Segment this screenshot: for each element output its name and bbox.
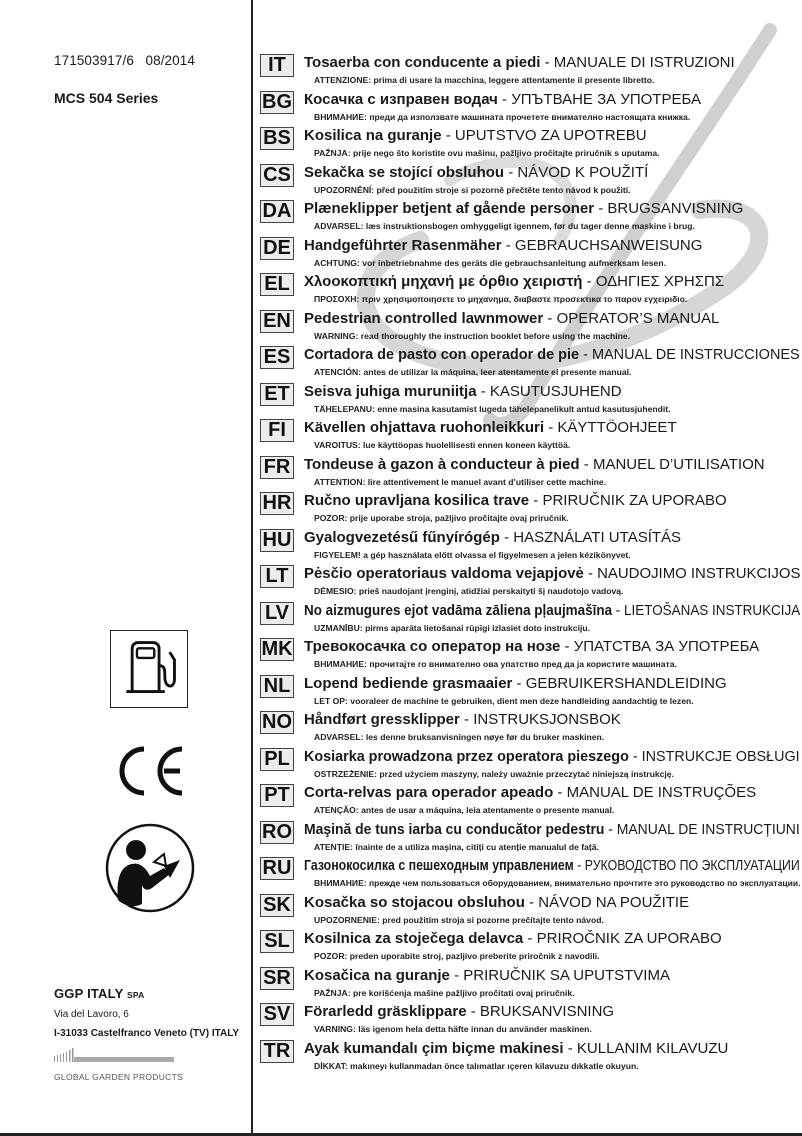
language-row-ru bbox=[260, 857, 800, 894]
title-separator: - bbox=[583, 565, 598, 582]
language-code-badge: DA bbox=[260, 200, 294, 223]
product-name: Handgeführter Rasenmäher bbox=[304, 236, 502, 254]
product-name: Tosaerba con conducente a piedi bbox=[304, 54, 541, 71]
manual-title bbox=[304, 127, 647, 145]
title-separator: - bbox=[501, 236, 515, 254]
manual-title bbox=[304, 784, 756, 802]
title-separator: - bbox=[504, 163, 518, 181]
product-name: Lopend bediende grasmaaier bbox=[304, 674, 513, 692]
manual-title bbox=[304, 894, 689, 912]
company-city: I-31033 Castelfranco Veneto (TV) ITALY bbox=[54, 1028, 240, 1039]
language-row-lv bbox=[260, 602, 800, 639]
manual-title bbox=[304, 200, 743, 218]
manual-type: OPERATOR’S MANUAL bbox=[556, 309, 720, 327]
warning-text: ACHTUNG: vor inbetriebnahme des geräts die gebrauchsanleitung aufmerksam lesen. bbox=[314, 257, 666, 268]
product-name: Kosačka so stojacou obsluhou bbox=[304, 893, 525, 911]
manual-type: MANUAL DE INSTRUÇÕES bbox=[566, 784, 757, 801]
language-code-badge: SR bbox=[260, 967, 294, 990]
title-separator: - bbox=[544, 419, 558, 436]
warning-text: DİKKAT: makıneyı kullanmadan önce talımatlar ıçeren kilavuzu dıkkatle okuyun. bbox=[314, 1060, 639, 1071]
title-separator: - bbox=[612, 601, 625, 619]
manual-title bbox=[304, 638, 759, 656]
manual-type: GEBRUIKERSHANDLEIDING bbox=[525, 674, 727, 692]
language-code-badge: NL bbox=[260, 675, 294, 698]
language-code-badge: ET bbox=[260, 383, 294, 406]
language-list bbox=[260, 54, 800, 1076]
manual-type: MANUAL DE INSTRUCȚIUNI bbox=[616, 820, 800, 838]
manual-type: ΟΔΗΓΙΕΣ ΧΡΗΣΠΣ bbox=[595, 273, 725, 290]
manual-title bbox=[304, 675, 727, 693]
warning-text: ATENCIÓN: antes de utilizar la máquina, leer atentamente el presente manual. bbox=[314, 367, 632, 377]
warning-text: OSTRZEŻENIE: przed użyciem maszyny, należy uważnie przeczytać niniejszą instrukcję. bbox=[314, 768, 674, 779]
language-row-sl bbox=[260, 930, 800, 967]
language-row-sr bbox=[260, 967, 800, 1004]
language-row-fr bbox=[260, 456, 800, 493]
warning-text: LET OP: vooraleer de machine te gebruiken, dient men deze handleiding aandachtig te lezen. bbox=[314, 695, 694, 706]
title-separator: - bbox=[579, 346, 592, 363]
warning-text: ΠΡΟΣΟΧΗ: πριν χρησιμοποιησετε το μηχανημα, διαβαστε προσεκτικα το παρον εγχειριδιο. bbox=[314, 294, 688, 304]
manual-title bbox=[304, 54, 735, 72]
language-code-badge: PT bbox=[260, 784, 294, 807]
manual-title bbox=[304, 346, 800, 364]
language-code-badge: HU bbox=[260, 529, 294, 552]
manual-title bbox=[304, 857, 800, 875]
product-name: Sekačka se stojící obsluhou bbox=[304, 163, 505, 181]
manual-title bbox=[304, 821, 800, 839]
manual-title bbox=[304, 529, 681, 547]
manual-title bbox=[304, 273, 724, 291]
title-separator: - bbox=[540, 54, 554, 71]
manual-title bbox=[304, 967, 670, 985]
title-separator: - bbox=[459, 711, 474, 728]
warning-text: VAROITUS: lue käyttöopas huolellisesti ennen koneen käyttöä. bbox=[314, 440, 571, 450]
manual-title bbox=[304, 419, 677, 437]
title-separator: - bbox=[628, 747, 642, 765]
document-number: 171503917/6 08/2014 bbox=[54, 53, 195, 68]
manual-type: KÄYTTÖOHJEET bbox=[557, 419, 677, 436]
product-name: Håndført gressklipper bbox=[304, 711, 460, 728]
company-name-text: GGP ITALY bbox=[54, 986, 124, 1001]
title-separator: - bbox=[499, 528, 514, 546]
warning-text: WARNING: read thoroughly the instruction booklet before using the machine. bbox=[314, 330, 631, 341]
manual-type: УПЪТВАНЕ ЗА УПОТРЕБА bbox=[511, 90, 701, 108]
manual-type: KASUTUSJUHEND bbox=[489, 382, 622, 400]
manual-title bbox=[304, 164, 648, 182]
language-code-badge: EN bbox=[260, 310, 294, 333]
product-name: Kävellen ohjattava ruohonleikkuri bbox=[304, 419, 545, 436]
warning-text: POZOR: preden uporabite stroj, pazljivo preberite priročnik z navodili. bbox=[314, 951, 600, 961]
language-code-badge: SV bbox=[260, 1003, 294, 1026]
warning-text: ADVARSEL: læs instruktionsbogen omhyggeligt igennem, før du tager denne maskine i brug. bbox=[314, 221, 695, 231]
title-separator: - bbox=[594, 200, 608, 217]
ggp-logo-icon bbox=[54, 1048, 174, 1062]
language-row-sv bbox=[260, 1003, 800, 1040]
language-row-fi bbox=[260, 419, 800, 456]
manual-type: MANUALE DI ISTRUZIONI bbox=[553, 54, 735, 71]
product-name: Plæneklipper betjent af gående personer bbox=[304, 200, 595, 217]
product-name: Pėsčio operatoriaus valdoma vejapjovė bbox=[304, 565, 584, 582]
language-row-mk bbox=[260, 638, 800, 675]
manual-title bbox=[304, 1040, 728, 1058]
language-row-pt bbox=[260, 784, 800, 821]
language-row-el bbox=[260, 273, 800, 310]
language-row-bg bbox=[260, 91, 800, 128]
product-name: Kosiarka prowadzona przez operatora pieszego bbox=[304, 747, 629, 765]
language-row-bs bbox=[260, 127, 800, 164]
warning-text: TÄHELEPANU: enne masina kasutamist lugeda tähelepanelikult antud kasutusjuhendit. bbox=[314, 403, 671, 414]
language-code-badge: IT bbox=[260, 54, 294, 77]
manual-type: PRIRUČNIK ZA UPORABO bbox=[542, 492, 727, 509]
product-name: No aizmugures ejot vadāma zāliena pļaujmašīna bbox=[304, 601, 613, 619]
language-code-badge: SK bbox=[260, 894, 294, 917]
title-separator: - bbox=[449, 966, 464, 984]
product-name: Seisva juhiga muruniitja bbox=[304, 382, 477, 400]
manual-type: INSTRUKSJONSBOK bbox=[473, 711, 621, 728]
language-code-badge: SL bbox=[260, 930, 294, 953]
title-separator: - bbox=[604, 820, 617, 838]
fuel-pump-icon bbox=[110, 630, 188, 708]
title-separator: - bbox=[497, 90, 512, 108]
manual-title bbox=[304, 1003, 614, 1021]
read-manual-icon bbox=[104, 822, 196, 914]
warning-text: FIGYELEM! a gép használata előtt olvassa el figyelmesen a jelen kézikönyvet. bbox=[314, 549, 631, 560]
warning-text: ВНИМАНИЕ: прочитајте го внимателно ова упатство пред да ја користите машината. bbox=[314, 659, 677, 669]
manual-title bbox=[304, 602, 800, 620]
language-row-en bbox=[260, 310, 800, 347]
language-code-badge: FR bbox=[260, 456, 294, 479]
language-code-badge: CS bbox=[260, 164, 294, 187]
warning-text: POZOR: prije uporabe stroja, pažljivo pročitajte ovaj priručnik. bbox=[314, 513, 569, 523]
warning-text: ADVARSEL: les denne bruksanvisningen nøye før du bruker maskinen. bbox=[314, 732, 605, 742]
product-name: Gyalogvezetésű fűnyírógép bbox=[304, 528, 500, 546]
warning-text: UPOZORNĚNÍ: před použitím stroje si pozorně přečtěte tento návod k použití. bbox=[314, 184, 631, 195]
product-name: Förarledd gräsklippare bbox=[304, 1003, 467, 1020]
language-code-badge: LV bbox=[260, 602, 294, 625]
title-separator: - bbox=[524, 893, 539, 911]
language-code-badge: PL bbox=[260, 748, 294, 771]
language-code-badge: ES bbox=[260, 346, 294, 369]
language-code-badge: TR bbox=[260, 1040, 294, 1063]
language-code-badge: NO bbox=[262, 711, 292, 733]
title-separator: - bbox=[543, 309, 557, 327]
product-name: Maşină de tuns iarba cu conducător pedestru bbox=[304, 820, 605, 838]
title-separator: - bbox=[441, 127, 455, 144]
language-row-cs bbox=[260, 164, 800, 201]
product-name: Ayak kumandalı çim biçme makinesi bbox=[304, 1039, 564, 1057]
title-separator: - bbox=[560, 638, 574, 655]
language-row-it bbox=[260, 54, 800, 91]
language-row-es bbox=[260, 346, 800, 383]
manual-type: NAUDOJIMO INSTRUKCIJOS bbox=[597, 565, 801, 582]
title-separator: - bbox=[512, 674, 526, 692]
product-name: Corta-relvas para operador apeado bbox=[304, 784, 554, 801]
language-row-hr bbox=[260, 492, 800, 529]
title-separator: - bbox=[553, 784, 567, 801]
warning-text: ATENȚIE: înainte de a utiliza maşina, citiți cu atenție manualul de față. bbox=[314, 841, 599, 852]
title-separator: - bbox=[586, 273, 596, 290]
product-name: Cortadora de pasto con operador de pie bbox=[304, 346, 580, 363]
manual-type: PRIROČNIK ZA UPORABO bbox=[536, 930, 722, 947]
manual-title bbox=[304, 91, 701, 109]
manual-type: NÁVOD K POUŽITÍ bbox=[517, 163, 649, 181]
title-separator: - bbox=[466, 1003, 480, 1020]
language-code-badge: BS bbox=[260, 127, 294, 150]
product-series: MCS 504 Series bbox=[54, 90, 159, 106]
company-suffix: SPA bbox=[127, 990, 145, 1000]
language-code-badge: RO bbox=[262, 820, 292, 843]
manual-type: KULLANIM KILAVUZU bbox=[576, 1039, 729, 1057]
language-code-badge: FI bbox=[260, 419, 294, 442]
language-row-lt bbox=[260, 565, 800, 602]
company-street: Via del Lavoro, 6 bbox=[54, 1009, 129, 1020]
warning-text: ATENÇÃO: antes de usar a máquina, leia atentamente o presente manual. bbox=[314, 805, 615, 815]
language-row-tr bbox=[260, 1040, 800, 1077]
title-separator: - bbox=[523, 930, 537, 947]
title-separator: - bbox=[573, 857, 585, 874]
language-code-badge: DE bbox=[260, 237, 294, 260]
manual-title bbox=[304, 930, 722, 948]
warning-text: ATTENTION: lire attentivement le manuel avant d’utiliser cette machine. bbox=[314, 476, 607, 487]
manual-title bbox=[304, 748, 800, 766]
manual-type: РУКОВОДСТВО ПО ЭКСПЛУАТАЦИИ bbox=[584, 857, 800, 874]
warning-text: DĖMESIO: prieš naudojant įrenginį, atidžiai perskaityti šį naudotojo vadovą. bbox=[314, 586, 624, 596]
product-name: Газонокосилка с пешеходным управлением bbox=[304, 857, 574, 874]
manual-type: MANUEL D’UTILISATION bbox=[592, 455, 765, 473]
manual-title bbox=[304, 383, 622, 401]
title-separator: - bbox=[476, 382, 490, 400]
product-name: Ručno upravljana kosilica trave bbox=[304, 492, 530, 509]
title-separator: - bbox=[529, 492, 543, 509]
title-separator: - bbox=[579, 455, 593, 473]
language-row-et bbox=[260, 383, 800, 420]
manual-type: NÁVOD NA POUŽITIE bbox=[538, 893, 690, 911]
manual-type: УПАТСТВА ЗА УПОТРЕБА bbox=[573, 638, 760, 655]
warning-text: UZMANĪBU: pirms aparāta lietošanai rūpīgi izlasiet doto instrukciju. bbox=[314, 622, 590, 633]
language-row-sk bbox=[260, 894, 800, 931]
product-name: Tondeuse à gazon à conducteur à pied bbox=[304, 455, 580, 473]
language-row-de bbox=[260, 237, 800, 274]
product-name: Kosilnica za stoječega delavca bbox=[304, 930, 524, 947]
product-name: Pedestrian controlled lawnmower bbox=[304, 309, 544, 327]
language-code-badge: MK bbox=[261, 638, 293, 660]
warning-text: PAŽNJA: pre korišćenja mašine pažljivo pročitati ovaj priručnik. bbox=[314, 987, 575, 998]
language-row-nl bbox=[260, 675, 800, 712]
ce-mark-icon bbox=[112, 745, 188, 797]
manual-type: INSTRUKCJE OBSŁUGI bbox=[641, 747, 800, 765]
warning-text: ATTENZIONE: prima di usare la macchina, leggere attentamente il presente libretto. bbox=[314, 75, 655, 85]
product-name: Косачка с изправен водач bbox=[304, 90, 498, 108]
language-row-hu bbox=[260, 529, 800, 566]
language-row-no bbox=[260, 711, 800, 748]
language-code-badge: RU bbox=[260, 857, 294, 880]
manual-title bbox=[304, 237, 702, 255]
manual-title bbox=[304, 492, 727, 510]
manual-type: HASZNÁLATI UTASÍTÁS bbox=[513, 528, 682, 546]
company-name bbox=[54, 986, 145, 1001]
warning-text: PAŽNJA: prije nego što koristite ovu mašinu, pažljivo pročitajte priručnik s uputama. bbox=[314, 148, 660, 158]
manual-title bbox=[304, 711, 621, 729]
manual-title bbox=[304, 310, 719, 328]
language-row-da bbox=[260, 200, 800, 237]
warning-text: UPOZORNENIE: pred použitím stroja si pozorne prečítajte tento návod. bbox=[314, 914, 604, 925]
title-separator: - bbox=[563, 1039, 577, 1057]
language-code-badge: EL bbox=[260, 273, 294, 296]
company-brand: GLOBAL GARDEN PRODUCTS bbox=[54, 1072, 184, 1082]
product-name: Kosačica na guranje bbox=[304, 966, 450, 984]
product-name: Kosilica na guranje bbox=[304, 127, 442, 144]
manual-type: LIETOŠANAS INSTRUKCIJA bbox=[624, 601, 801, 619]
language-row-pl bbox=[260, 748, 800, 785]
language-code-badge: LT bbox=[260, 565, 294, 588]
manual-type: GEBRAUCHSANWEISUNG bbox=[514, 236, 703, 254]
manual-type: UPUTSTVO ZA UPOTREBU bbox=[454, 127, 647, 144]
column-divider bbox=[251, 0, 253, 1133]
warning-text: ВНИМАНИЕ: преди да използвате машината прочетете внимателно настоящата книжка. bbox=[314, 111, 691, 122]
manual-type: PRIRUČNIK SA UPUTSTVIMA bbox=[463, 966, 670, 984]
warning-text: ВНИМАНИЕ: прежде чем пользоваться оборудованием, внимательно прочтите это руководство по эксплуатации. bbox=[314, 878, 801, 888]
product-name: Χλοοκοπτική μηχανή με όρθιο χειριστή bbox=[304, 273, 587, 290]
manual-title bbox=[304, 456, 765, 474]
manual-type: BRUKSANVISNING bbox=[479, 1003, 615, 1020]
warning-text: VARNING: läs igenom hela detta häfte innan du använder maskinen. bbox=[314, 1024, 592, 1034]
language-code-badge: BG bbox=[262, 90, 292, 113]
language-code-badge: HR bbox=[260, 492, 294, 515]
manual-title bbox=[304, 565, 800, 583]
manual-type: MANUAL DE INSTRUCCIONES bbox=[591, 346, 800, 363]
product-name: Тревокосачка со оператор на нозе bbox=[304, 638, 561, 655]
manual-type: BRUGSANVISNING bbox=[607, 200, 744, 217]
language-row-ro bbox=[260, 821, 800, 858]
